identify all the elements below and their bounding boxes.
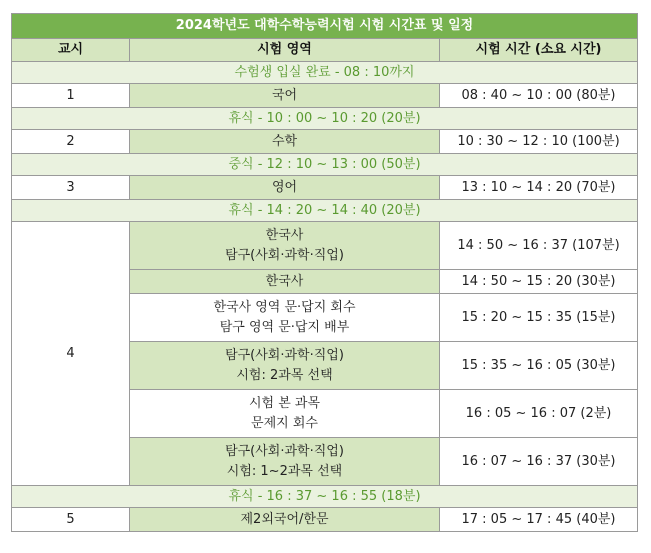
time-4a: 14 : 50 ~ 16 : 37 (107분) [440,222,638,270]
period-2: 2 [12,130,130,154]
subject-4b: 한국사 [130,270,440,294]
subject-4d-line1: 탐구(사회·과학·직업) [225,348,344,363]
break-rest-1: 휴식 - 10 : 00 ~ 10 : 20 (20분) [12,108,638,130]
break-lunch: 중식 - 12 : 10 ~ 13 : 00 (50분) [12,154,638,176]
subject-4f-line2: 시험: 1~2과목 선택 [226,463,343,479]
subject-english: 영어 [130,176,440,200]
period-5: 5 [12,508,130,532]
time-4e: 16 : 05 ~ 16 : 07 (2분) [440,390,638,438]
break-entry: 수험생 입실 완료 - 08 : 10까지 [12,62,638,84]
period-4: 4 [12,222,130,486]
subject-4a-line2: 탐구(사회·과학·직업) [225,247,344,263]
subject-korean: 국어 [130,84,440,108]
header-area: 시험 영역 [130,39,440,62]
time-4c: 15 : 20 ~ 15 : 35 (15분) [440,294,638,342]
time-4d: 15 : 35 ~ 16 : 05 (30분) [440,342,638,390]
time-4b: 14 : 50 ~ 15 : 20 (30분) [440,270,638,294]
time-5: 17 : 05 ~ 17 : 45 (40분) [440,508,638,532]
time-2: 10 : 30 ~ 12 : 10 (100분) [440,130,638,154]
break-rest-2: 휴식 - 14 : 20 ~ 14 : 40 (20분) [12,200,638,222]
subject-4f-line1: 탐구(사회·과학·직업) [225,444,344,459]
subject-4a [130,222,440,270]
period-1: 1 [12,84,130,108]
header-period: 교시 [12,39,130,62]
subject-4c-line2: 탐구 영역 문·답지 배부 [219,319,350,335]
subject-4d [130,342,440,390]
subject-4c [130,294,440,342]
period-3: 3 [12,176,130,200]
break-rest-3: 휴식 - 16 : 37 ~ 16 : 55 (18분) [12,486,638,508]
subject-4c-line1: 한국사 영역 문·답지 회수 [213,300,356,315]
subject-4e-line1: 시험 본 과목 [248,396,321,411]
exam-schedule-table [11,13,638,532]
subject-4a-line1: 한국사 [265,228,304,243]
time-3: 13 : 10 ~ 14 : 20 (70분) [440,176,638,200]
subject-4d-line2: 시험: 2과목 선택 [236,367,333,383]
subject-math: 수학 [130,130,440,154]
subject-4e [130,390,440,438]
subject-4e-line2: 문제지 회수 [251,415,318,431]
time-4f: 16 : 07 ~ 16 : 37 (30분) [440,438,638,486]
header-time: 시험 시간 (소요 시간) [440,39,638,62]
subject-second-language: 제2외국어/한문 [130,508,440,532]
subject-4f [130,438,440,486]
time-1: 08 : 40 ~ 10 : 00 (80분) [440,84,638,108]
table-title: 2024학년도 대학수학능력시험 시험 시간표 및 일정 [12,14,638,39]
